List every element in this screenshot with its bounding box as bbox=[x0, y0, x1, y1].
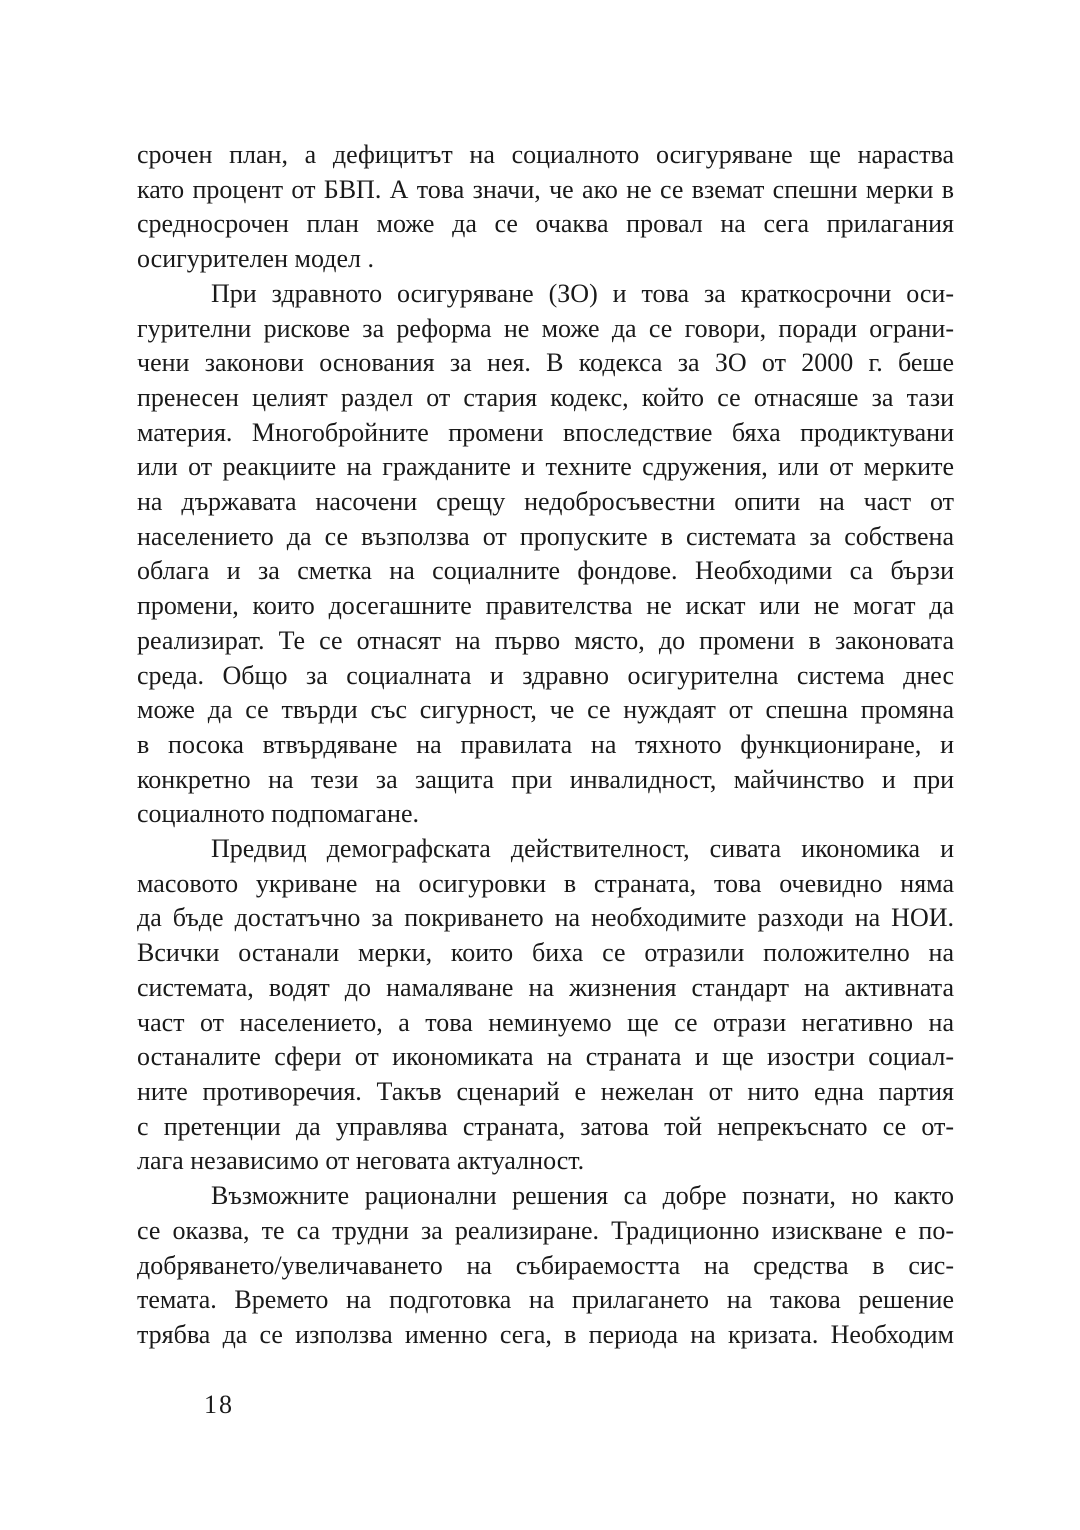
text-line: Всички останали мерки, които биха се отразили положително на bbox=[137, 938, 954, 968]
text-line: в посока втвърдяване на правилата на тяхното функциониране, и bbox=[137, 729, 954, 759]
text-line: социалното подпомагане. bbox=[137, 799, 419, 829]
text-line: добряването/увеличаването на събираемостта на средства в сис- bbox=[137, 1250, 954, 1280]
text-line: При здравното осигуряване (ЗО) и това за краткосрочни оси- bbox=[211, 278, 954, 308]
text-line: останалите сфери от икономиката на страната и ще изостри социал- bbox=[137, 1042, 954, 1072]
text-line: реализират. Те се отнасят на първо място, до промени в законовата bbox=[137, 625, 954, 655]
text-line: системата, водят до намаляване на жизнения стандарт на активната bbox=[137, 972, 954, 1002]
text-line: се оказва, те са трудни за реализиране. Традиционно изискване е по- bbox=[137, 1215, 954, 1245]
text-line: промени, които досегашните правителства не искат или не могат да bbox=[137, 591, 954, 621]
text-line: гурителни рискове за реформа не може да се говори, поради ограни- bbox=[137, 313, 954, 343]
body-text bbox=[137, 138, 954, 1353]
text-line: средносрочен план може да се очаква провал на сега прилагания bbox=[137, 209, 954, 239]
text-line: лага независимо от неговата актуалност. bbox=[137, 1146, 585, 1176]
paragraph-1 bbox=[137, 138, 954, 277]
paragraph-3 bbox=[137, 832, 954, 1179]
text-line: облага и за сметка на социалните фондове. Необходими са бързи bbox=[137, 556, 954, 586]
text-line: част от населението, а това неминуемо ще се отрази негативно на bbox=[137, 1007, 954, 1037]
text-line: Предвид демографската действителност, сивата икономика и bbox=[211, 834, 954, 864]
text-line: материя. Многобройните промени впоследствие бяха продиктувани bbox=[137, 417, 954, 447]
text-line: темата. Времето на подготовка на прилагането на такова решение bbox=[137, 1285, 954, 1315]
text-line: осигурителен модел . bbox=[137, 244, 374, 274]
text-line: на държавата насочени срещу недобросъвестни опити на част от bbox=[137, 487, 954, 517]
text-line: като процент от БВП. А това значи, че ако не се вземат спешни мерки в bbox=[137, 174, 954, 204]
text-line: пренесен целият раздел от стария кодекс, който се отнасяше за тази bbox=[137, 382, 954, 412]
text-line: или от реакциите на гражданите и техните сдружения, или от мерките bbox=[137, 452, 954, 482]
text-line: среда. Общо за социалната и здравно осигурителна система днес bbox=[137, 660, 954, 690]
text-line: населението да се възползва от пропуските в системата за собствена bbox=[137, 521, 954, 551]
text-line: чени законови основания за нея. В кодекса за ЗО от 2000 г. беше bbox=[137, 348, 954, 378]
text-line: може да се твърди със сигурност, че се нуждаят от спешна промяна bbox=[137, 695, 954, 725]
paragraph-4 bbox=[137, 1179, 954, 1353]
paragraph-2 bbox=[137, 277, 954, 832]
text-line: срочен план, а дефицитът на социалното осигуряване ще нараства bbox=[137, 140, 954, 169]
text-line: масовото укриване на осигуровки в страната, това очевидно няма bbox=[137, 868, 954, 898]
text-line: ните противоречия. Такъв сценарий е нежелан от нито една партия bbox=[137, 1076, 954, 1106]
text-line: Възможните рационални решения са добре познати, но както bbox=[211, 1181, 954, 1211]
text-line: трябва да се използва именно сега, в периода на кризата. Необходим bbox=[137, 1319, 954, 1349]
text-line: конкретно на тези за защита при инвалидност, майчинство и при bbox=[137, 764, 954, 794]
text-line: с претенции да управлява страната, затова той непрекъснато се от- bbox=[137, 1111, 954, 1141]
page-number: 18 bbox=[204, 1390, 234, 1419]
text-line: да бъде достатъчно за покриването на необходимите разходи на НОИ. bbox=[137, 903, 954, 933]
